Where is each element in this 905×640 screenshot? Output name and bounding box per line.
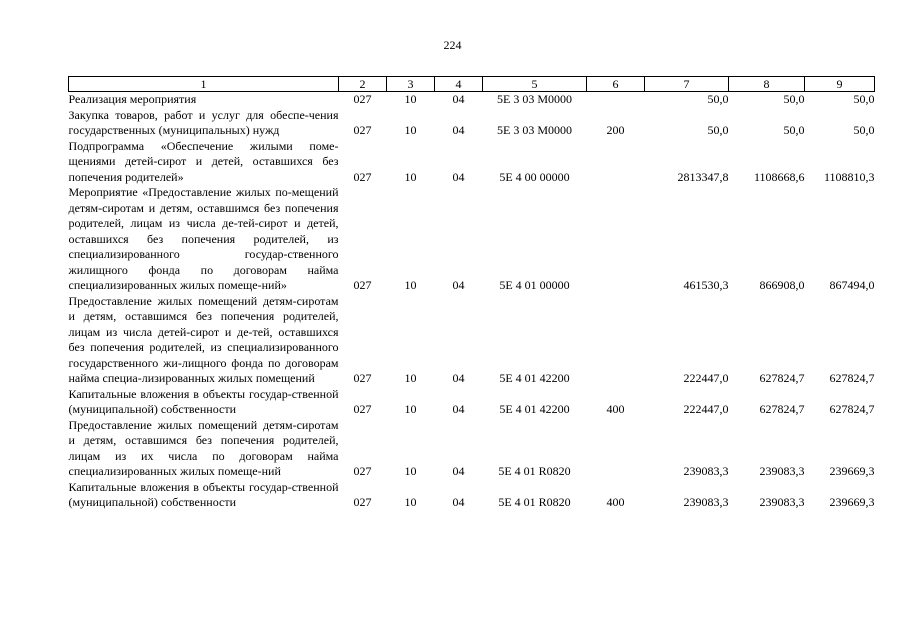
cell-amount-1: 222447,0	[683, 371, 729, 385]
cell-amount-2: 627824,7	[759, 402, 805, 416]
cell-expense-type: 400	[606, 402, 625, 416]
cell-amount-1: 239083,3	[683, 495, 729, 509]
cell-target-article: 5Е 4 00 00000	[499, 169, 570, 184]
col-header-9: 9	[805, 77, 875, 92]
cell-amount-1: 50,0	[707, 92, 729, 106]
page-number: 224	[443, 38, 462, 52]
col-header-1: 1	[69, 77, 339, 92]
cell-section: 10	[404, 92, 417, 106]
cell-amount-2: 239083,3	[759, 464, 805, 478]
cell-amount-3: 239669,3	[829, 495, 875, 509]
cell-expense-type	[587, 139, 645, 186]
col-header-4: 4	[435, 77, 483, 92]
cell-subsection: 04	[452, 169, 465, 184]
cell-amount-3: 867494,0	[829, 278, 875, 292]
cell-amount-2: 50,0	[783, 92, 805, 106]
cell-subsection: 04	[452, 371, 465, 385]
cell-subsection: 04	[452, 495, 465, 509]
cell-subsection: 04	[452, 278, 465, 292]
cell-subsection: 04	[452, 464, 465, 478]
cell-subsection: 04	[452, 402, 465, 416]
cell-ministry: 027	[353, 123, 372, 137]
row-name: Реализация мероприятия	[68, 92, 197, 106]
budget-table	[68, 76, 875, 511]
cell-expense-type: 400	[606, 495, 625, 509]
table-row	[69, 387, 875, 418]
table-row	[69, 294, 875, 387]
cell-section: 10	[404, 169, 417, 184]
cell-target-article: 5Е 3 03 М0000	[497, 123, 572, 137]
table-row	[69, 108, 875, 139]
cell-amount-1: 222447,0	[683, 402, 729, 416]
cell-target-article: 5Е 4 01 R0820	[498, 495, 571, 509]
cell-section: 10	[404, 402, 417, 416]
cell-amount-3: 627824,7	[829, 402, 875, 416]
cell-expense-type	[587, 185, 645, 294]
cell-section: 10	[404, 371, 417, 385]
table-row	[69, 139, 875, 186]
cell-ministry: 027	[353, 402, 372, 416]
row-name: Предоставление жилых помещений детям-сиротам и детям, оставшимся без попечения родителей, лицам из их числа по договорам найма специализированных жилых помеще-ний	[68, 417, 339, 478]
cell-amount-3: 627824,7	[829, 371, 875, 385]
cell-ministry: 027	[353, 371, 372, 385]
col-header-3: 3	[387, 77, 435, 92]
cell-ministry: 027	[353, 495, 372, 509]
cell-section: 10	[404, 495, 417, 509]
col-header-8: 8	[729, 77, 805, 92]
cell-amount-2: 866908,0	[759, 278, 805, 292]
cell-expense-type	[587, 92, 645, 108]
cell-subsection: 04	[452, 123, 465, 137]
cell-section: 10	[404, 278, 417, 292]
cell-target-article: 5Е 4 01 00000	[499, 278, 570, 292]
header-row	[69, 77, 875, 92]
cell-amount-3: 1108810,3	[823, 169, 875, 184]
col-header-6: 6	[587, 77, 645, 92]
table-row	[69, 480, 875, 511]
cell-amount-2: 50,0	[783, 123, 805, 137]
cell-amount-1: 461530,3	[683, 278, 729, 292]
table-row	[69, 185, 875, 294]
row-name: Закупка товаров, работ и услуг для обеспе-чения государственных (муниципальных) нужд	[68, 107, 339, 137]
table-row	[69, 92, 875, 108]
cell-target-article: 5Е 4 01 42200	[499, 402, 570, 416]
col-header-5: 5	[483, 77, 587, 92]
col-header-2: 2	[339, 77, 387, 92]
cell-subsection: 04	[452, 92, 465, 106]
cell-amount-3: 50,0	[853, 123, 875, 137]
cell-target-article: 5Е 4 01 R0820	[498, 464, 571, 478]
row-name: Капитальные вложения в объекты государ-ственной (муниципальной) собственности	[68, 386, 339, 416]
cell-target-article: 5Е 3 03 М0000	[497, 92, 572, 106]
cell-section: 10	[404, 123, 417, 137]
cell-amount-2: 627824,7	[759, 371, 805, 385]
row-name: Подпрограмма «Обеспечение жилыми поме-щениями детей-сирот и детей, оставшихся без попечения родителей»	[68, 138, 339, 184]
row-name: Мероприятие «Предоставление жилых по-мещений детям-сиротам и детям, оставшимся без попечения родителей, лицам из числа де-тей-сирот и детей, оставшихся без попечения родителей, из специализированного государ-ственного жилищного фонда по договорам найма специализированных жилых помеще-ний»	[68, 185, 339, 292]
cell-expense-type: 200	[606, 123, 625, 137]
cell-target-article: 5Е 4 01 42200	[499, 371, 570, 385]
cell-amount-2: 239083,3	[759, 495, 805, 509]
cell-amount-1: 239083,3	[683, 464, 729, 478]
table-row	[69, 418, 875, 480]
row-name: Капитальные вложения в объекты государ-ственной (муниципальной) собственности	[68, 479, 339, 509]
cell-ministry: 027	[353, 169, 372, 184]
row-name: Предоставление жилых помещений детям-сиротам и детям, оставшимся без попечения родителей, лицам из числа детей-сирот и де-тей, оставшихся без попечения родителей, из специализированного государственного жи-лищного фонда по договорам найма специа-лизированных жилых помещений	[68, 293, 339, 385]
cell-amount-2: 1108668,6	[753, 169, 805, 184]
cell-expense-type	[587, 418, 645, 480]
cell-ministry: 027	[353, 464, 372, 478]
cell-amount-3: 50,0	[853, 92, 875, 106]
cell-expense-type	[587, 294, 645, 387]
cell-amount-1: 2813347,8	[677, 169, 729, 184]
col-header-7: 7	[645, 77, 729, 92]
cell-amount-1: 50,0	[707, 123, 729, 137]
cell-section: 10	[404, 464, 417, 478]
cell-ministry: 027	[353, 278, 372, 292]
cell-ministry: 027	[353, 92, 372, 106]
cell-amount-3: 239669,3	[829, 464, 875, 478]
